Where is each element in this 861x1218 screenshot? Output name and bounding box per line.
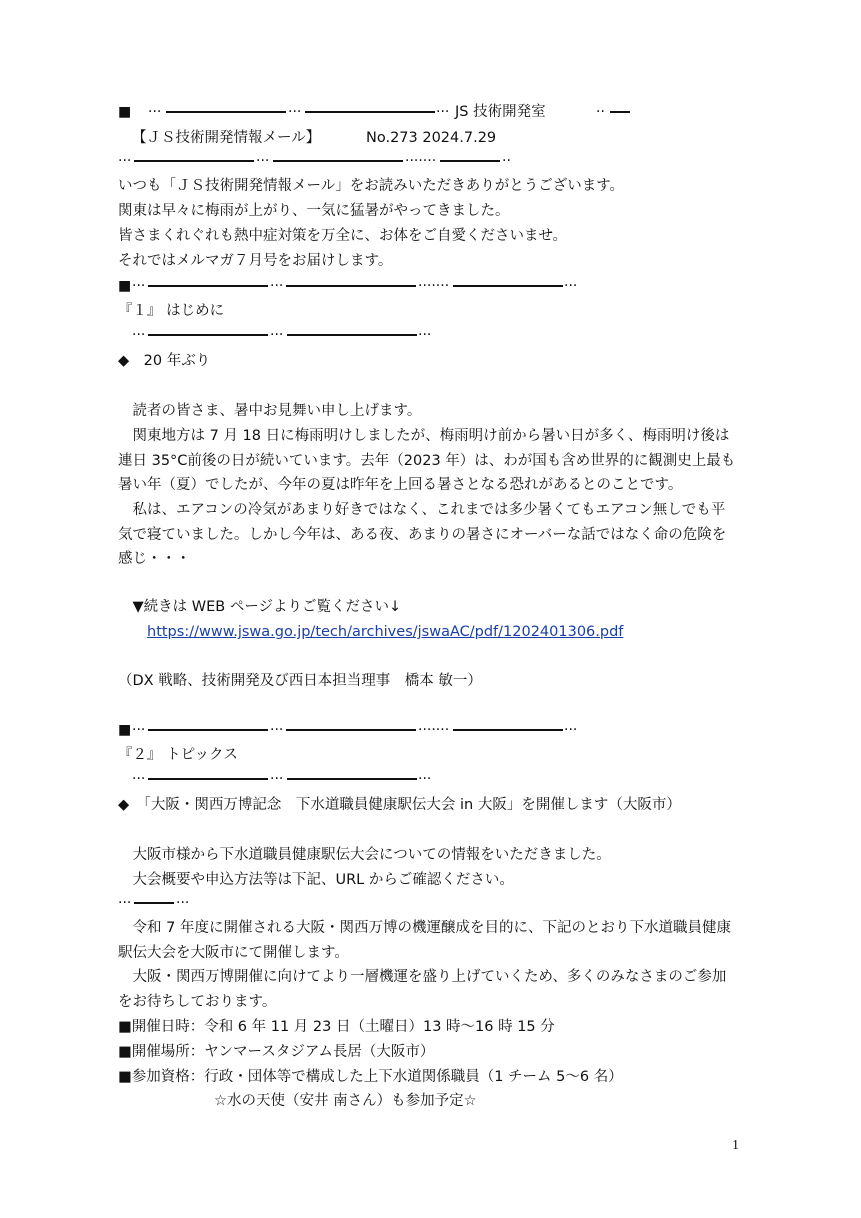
section2-body-line: 駅伝大会を大阪市にて開催します。 (118, 945, 349, 961)
section1-subrule: ··· ··· ··· (132, 327, 432, 343)
read-more-label: ▼続きは WEB ページよりご覧ください↓ (118, 599, 402, 615)
newsletter-title: 【ＪＳ技術開発情報メール】 (132, 130, 321, 146)
section2-intro-line: 大会概要や申込方法等は下記、URL からご確認ください。 (118, 872, 514, 888)
event-eligibility: ■参加資格：行政・団体等で構成した上下水道関係職員（1 チーム 5～6 名） (118, 1069, 623, 1085)
section2-rule: ■ ··· ··· ······· ··· (118, 722, 578, 738)
header-org: JS 技術開発室 (455, 104, 546, 120)
section1-rule: ■ ··· ··· ······· ··· (118, 278, 578, 294)
section2-heading: 『２』 トピックス (118, 747, 238, 763)
header-rule-bottom: ··· ··· ······· ·· (118, 153, 511, 169)
section1-body-line: 私は、エアコンの冷気があまり好きではなく、これまでは多少暑くてもエアコン無しでも平 (118, 502, 726, 518)
section1-body-line: 感じ・・・ (118, 551, 191, 567)
event-date: ■開催日時：令和 6 年 11 月 23 日（土曜日）13 時～16 時 15 分 (118, 1019, 555, 1035)
section2-subheading: ◆ 「大阪・関西万博記念 下水道職員健康駅伝大会 in 大阪」を開催します（大阪市） (118, 797, 681, 813)
section1-body-line: 連日 35°C前後の日が続いています。去年（2023 年）は、わが国も含め世界的に観測史上最も (118, 453, 736, 469)
section2-body-line: 大阪・関西万博開催に向けてより一層機運を盛り上げていくため、多くのみなさまのご参加 (118, 969, 727, 985)
intro-line: それではメルマガ７月号をお届けします。 (118, 253, 393, 269)
section2-body-line: をお待ちしております。 (118, 994, 277, 1010)
issue-number: No.273 2024.7.29 (366, 130, 497, 146)
header-rule-top: ··· ··· ··· ·· (148, 103, 628, 121)
intro-line: いつも「ＪＳ技術開発情報メール」をお読みいただきありがとうございます。 (118, 178, 625, 194)
read-more-link[interactable]: https://www.jswa.go.jp/tech/archives/jswaAC/pdf/1202401306.pdf (147, 624, 624, 640)
author-credit: （DX 戦略、技術開発及び西日本担当理事 橋本 敏一） (118, 673, 482, 689)
intro-line: 関東は早々に梅雨が上がり、一気に猛暑がやってきました。 (118, 203, 510, 219)
header-square-marker: ■ (118, 104, 132, 120)
page-number: 1 (732, 1138, 739, 1153)
section1-subheading: ◆ 20 年ぶり (118, 353, 211, 369)
section1-body-line: 気で寝ていました。しかし今年は、ある夜、あまりの暑さにオーバーな話ではなく命の危険を (118, 527, 727, 543)
event-note: ☆水の天使（安井 南さん）も参加予定☆ (214, 1093, 477, 1109)
intro-line: 皆さまくれぐれも熱中症対策を万全に、お体をご自愛くださいませ。 (118, 228, 568, 244)
section1-body-line: 読者の皆さま、暑中お見舞い申し上げます。 (118, 403, 422, 419)
section1-heading: 『１』 はじめに (118, 303, 225, 319)
event-venue: ■開催場所：ヤンマースタジアム長居（大阪市） (118, 1044, 435, 1060)
section2-short-rule: ··· ··· (118, 895, 190, 911)
section2-intro-line: 大阪市様から下水道職員健康駅伝大会についての情報をいただきました。 (118, 847, 611, 863)
section1-body-line: 暑い年（夏）でしたが、今年の夏は昨年を上回る暑さとなる恐れがあるとのことです。 (118, 477, 683, 493)
section2-body-line: 令和 7 年度に開催される大阪・関西万博の機運醸成を目的に、下記のとおり下水道職員健康 (118, 920, 731, 936)
section1-body-line: 関東地方は 7 月 18 日に梅雨明けしましたが、梅雨明け前から暑い日が多く、梅雨明け後は (118, 428, 730, 444)
section2-subrule: ··· ··· ··· (132, 771, 432, 787)
